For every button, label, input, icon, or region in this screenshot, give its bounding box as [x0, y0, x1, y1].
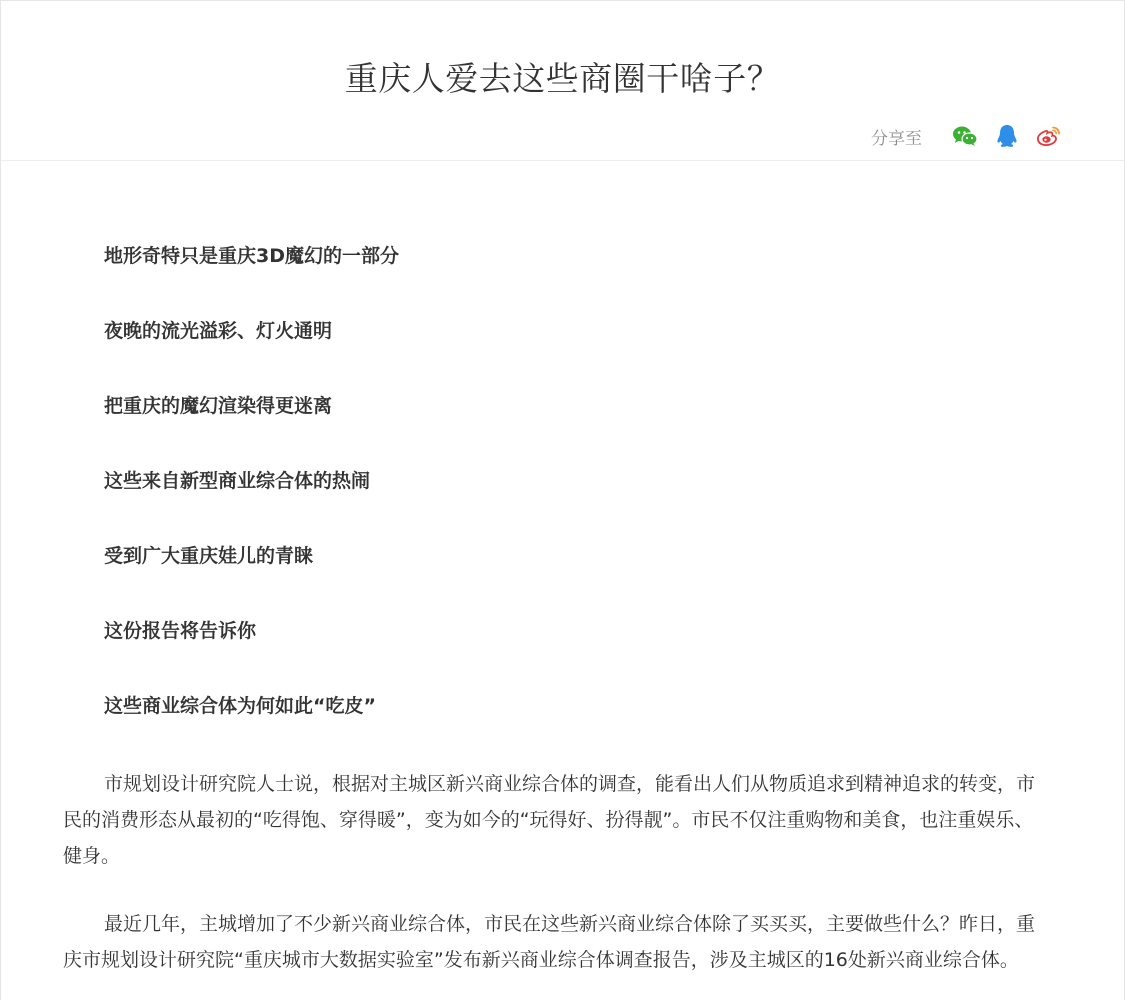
share-bar — [871, 119, 1062, 153]
weibo-icon[interactable] — [1036, 123, 1062, 149]
lead-line: 把重庆的魔幻渲染得更迷离 — [104, 395, 333, 417]
qq-icon[interactable] — [994, 123, 1020, 149]
lead-line: 受到广大重庆娃儿的青睐 — [104, 545, 314, 567]
lead-line: 地形奇特只是重庆3D魔幻的一部分 — [104, 245, 399, 267]
body-paragraph: 最近几年，主城增加了不少新兴商业综合体，市民在这些新兴商业综合体除了买买买，主要做些什么？昨日，重庆市规划设计研究院“重庆城市大数据实验室”发布新兴商业综合体调查报告，涉及主城区的16处新兴商业综合体。 — [63, 913, 1036, 971]
lead-line: 这些商业综合体为何如此“吃皮” — [104, 695, 376, 717]
article-body — [1, 161, 1124, 978]
body-paragraph: 市规划设计研究院人士说，根据对主城区新兴商业综合体的调查，能看出人们从物质追求到精神追求的转变，市民的消费形态从最初的“吃得饱、穿得暖”，变为如今的“玩得好、扮得靓”。市民不仅注重购物和美食，也注重娱乐、健身。 — [63, 773, 1036, 867]
article-header — [1, 1, 1124, 161]
share-label: 分享至 — [871, 128, 922, 149]
wechat-icon[interactable] — [952, 123, 978, 149]
lead-line: 这份报告将告诉你 — [104, 620, 257, 642]
article-title: 重庆人爱去这些商圈干啥子？ — [344, 59, 781, 98]
lead-line: 这些来自新型商业综合体的热闹 — [104, 470, 371, 492]
lead-line: 夜晚的流光溢彩、灯火通明 — [104, 320, 333, 342]
